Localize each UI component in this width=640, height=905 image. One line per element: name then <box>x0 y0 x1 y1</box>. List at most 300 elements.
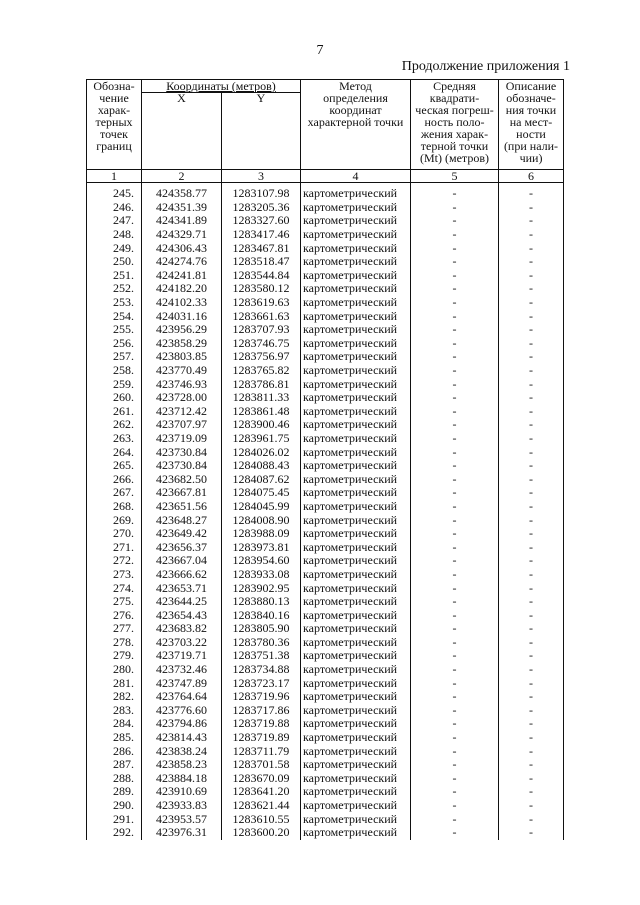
method-cell: картометрический <box>301 241 411 255</box>
method-cell: картометрический <box>301 676 411 690</box>
y-coordinate-cell: 1283756.97 <box>222 350 301 364</box>
x-coordinate-cell: 423953.57 <box>142 812 222 826</box>
error-cell: - <box>411 690 499 704</box>
table-row <box>87 214 564 228</box>
table-row <box>87 772 564 786</box>
table-row <box>87 418 564 432</box>
description-cell: - <box>499 472 564 486</box>
point-number-cell: 257. <box>87 350 142 364</box>
error-cell: - <box>411 744 499 758</box>
description-cell: - <box>499 500 564 514</box>
error-cell: - <box>411 241 499 255</box>
point-number-cell: 254. <box>87 309 142 323</box>
error-cell: - <box>411 649 499 663</box>
point-number-cell: 265. <box>87 459 142 473</box>
y-coordinate-cell: 1283717.86 <box>222 704 301 718</box>
table-row <box>87 826 564 840</box>
description-cell: - <box>499 405 564 419</box>
point-number-cell: 253. <box>87 296 142 310</box>
point-number-cell: 290. <box>87 799 142 813</box>
table-row <box>87 269 564 283</box>
error-cell: - <box>411 568 499 582</box>
method-cell: картометрический <box>301 663 411 677</box>
header-coordinates-label: Координаты (метров) <box>166 79 276 93</box>
error-cell: - <box>411 183 499 201</box>
description-cell: - <box>499 241 564 255</box>
error-cell: - <box>411 758 499 772</box>
x-coordinate-cell: 423976.31 <box>142 826 222 840</box>
table-row <box>87 608 564 622</box>
table-row <box>87 540 564 554</box>
error-cell: - <box>411 622 499 636</box>
method-cell: картометрический <box>301 812 411 826</box>
description-cell: - <box>499 513 564 527</box>
method-cell: картометрический <box>301 282 411 296</box>
table-row <box>87 636 564 650</box>
y-coordinate-cell: 1283327.60 <box>222 214 301 228</box>
y-coordinate-cell: 1283900.46 <box>222 418 301 432</box>
point-number-cell: 273. <box>87 568 142 582</box>
x-coordinate-cell: 423648.27 <box>142 513 222 527</box>
y-coordinate-cell: 1283840.16 <box>222 608 301 622</box>
method-cell: картометрический <box>301 486 411 500</box>
y-coordinate-cell: 1283780.36 <box>222 636 301 650</box>
point-number-cell: 272. <box>87 554 142 568</box>
error-cell: - <box>411 540 499 554</box>
method-cell: картометрический <box>301 581 411 595</box>
error-cell: - <box>411 785 499 799</box>
error-cell: - <box>411 432 499 446</box>
y-coordinate-cell: 1283518.47 <box>222 255 301 269</box>
x-coordinate-cell: 423703.22 <box>142 636 222 650</box>
description-cell: - <box>499 183 564 201</box>
point-number-cell: 275. <box>87 595 142 609</box>
method-cell: картометрический <box>301 785 411 799</box>
point-number-cell: 292. <box>87 826 142 840</box>
error-cell: - <box>411 459 499 473</box>
method-cell: картометрический <box>301 296 411 310</box>
method-cell: картометрический <box>301 309 411 323</box>
point-number-cell: 281. <box>87 676 142 690</box>
header-col-number: 1 <box>87 170 142 183</box>
point-number-cell: 278. <box>87 636 142 650</box>
method-cell: картометрический <box>301 513 411 527</box>
x-coordinate-cell: 424306.43 <box>142 241 222 255</box>
table-row <box>87 337 564 351</box>
method-cell: картометрический <box>301 405 411 419</box>
y-coordinate-cell: 1283786.81 <box>222 377 301 391</box>
x-coordinate-cell: 423653.71 <box>142 581 222 595</box>
table-row <box>87 622 564 636</box>
point-number-cell: 249. <box>87 241 142 255</box>
error-cell: - <box>411 636 499 650</box>
x-coordinate-cell: 424102.33 <box>142 296 222 310</box>
table-row <box>87 581 564 595</box>
description-cell: - <box>499 622 564 636</box>
point-number-cell: 268. <box>87 500 142 514</box>
method-cell: картометрический <box>301 744 411 758</box>
method-cell: картометрический <box>301 337 411 351</box>
method-cell: картометрический <box>301 772 411 786</box>
description-cell: - <box>499 812 564 826</box>
x-coordinate-cell: 423654.43 <box>142 608 222 622</box>
method-cell: картометрический <box>301 364 411 378</box>
x-coordinate-cell: 423682.50 <box>142 472 222 486</box>
description-cell: - <box>499 744 564 758</box>
error-cell: - <box>411 255 499 269</box>
method-cell: картометрический <box>301 432 411 446</box>
y-coordinate-cell: 1284087.62 <box>222 472 301 486</box>
y-coordinate-cell: 1283701.58 <box>222 758 301 772</box>
y-coordinate-cell: 1283933.08 <box>222 568 301 582</box>
method-cell: картометрический <box>301 799 411 813</box>
error-cell: - <box>411 731 499 745</box>
point-number-cell: 260. <box>87 391 142 405</box>
x-coordinate-cell: 423732.46 <box>142 663 222 677</box>
error-cell: - <box>411 608 499 622</box>
table-row <box>87 799 564 813</box>
error-cell: - <box>411 663 499 677</box>
header-col-number: 3 <box>222 170 301 183</box>
x-coordinate-cell: 424182.20 <box>142 282 222 296</box>
error-cell: - <box>411 201 499 215</box>
header-y: Y <box>222 93 301 170</box>
error-cell: - <box>411 704 499 718</box>
header-col-number: 6 <box>499 170 564 183</box>
description-cell: - <box>499 649 564 663</box>
table-row <box>87 812 564 826</box>
table-row <box>87 391 564 405</box>
x-coordinate-cell: 423776.60 <box>142 704 222 718</box>
x-coordinate-cell: 423667.81 <box>142 486 222 500</box>
table-row <box>87 296 564 310</box>
table-row <box>87 595 564 609</box>
y-coordinate-cell: 1283954.60 <box>222 554 301 568</box>
table-row <box>87 513 564 527</box>
error-cell: - <box>411 554 499 568</box>
method-cell: картометрический <box>301 214 411 228</box>
method-cell: картометрический <box>301 183 411 201</box>
x-coordinate-cell: 423770.49 <box>142 364 222 378</box>
y-coordinate-cell: 1283205.36 <box>222 201 301 215</box>
description-cell: - <box>499 309 564 323</box>
description-cell: - <box>499 731 564 745</box>
point-number-cell: 252. <box>87 282 142 296</box>
x-coordinate-cell: 423707.97 <box>142 418 222 432</box>
method-cell: картометрический <box>301 350 411 364</box>
description-cell: - <box>499 826 564 840</box>
point-number-cell: 256. <box>87 337 142 351</box>
error-cell: - <box>411 337 499 351</box>
x-coordinate-cell: 423764.64 <box>142 690 222 704</box>
error-cell: - <box>411 799 499 813</box>
point-number-cell: 271. <box>87 540 142 554</box>
x-coordinate-cell: 423794.86 <box>142 717 222 731</box>
y-coordinate-cell: 1283902.95 <box>222 581 301 595</box>
method-cell: картометрический <box>301 472 411 486</box>
table-row <box>87 364 564 378</box>
error-cell: - <box>411 826 499 840</box>
table-row <box>87 663 564 677</box>
point-number-cell: 285. <box>87 731 142 745</box>
table-row <box>87 255 564 269</box>
method-cell: картометрический <box>301 228 411 242</box>
method-cell: картометрический <box>301 540 411 554</box>
method-cell: картометрический <box>301 527 411 541</box>
point-number-cell: 269. <box>87 513 142 527</box>
table-row <box>87 785 564 799</box>
y-coordinate-cell: 1283719.89 <box>222 731 301 745</box>
table-row <box>87 744 564 758</box>
point-number-cell: 291. <box>87 812 142 826</box>
point-number-cell: 266. <box>87 472 142 486</box>
header-col-number: 5 <box>411 170 499 183</box>
x-coordinate-cell: 423814.43 <box>142 731 222 745</box>
error-cell: - <box>411 350 499 364</box>
method-cell: картометрический <box>301 445 411 459</box>
table-row <box>87 472 564 486</box>
x-coordinate-cell: 424241.81 <box>142 269 222 283</box>
error-cell: - <box>411 391 499 405</box>
error-cell: - <box>411 418 499 432</box>
table-row <box>87 690 564 704</box>
x-coordinate-cell: 423730.84 <box>142 459 222 473</box>
error-cell: - <box>411 377 499 391</box>
x-coordinate-cell: 423730.84 <box>142 445 222 459</box>
point-number-cell: 263. <box>87 432 142 446</box>
method-cell: картометрический <box>301 500 411 514</box>
description-cell: - <box>499 799 564 813</box>
error-cell: - <box>411 500 499 514</box>
description-cell: - <box>499 432 564 446</box>
error-cell: - <box>411 269 499 283</box>
point-number-cell: 251. <box>87 269 142 283</box>
description-cell: - <box>499 391 564 405</box>
y-coordinate-cell: 1283723.17 <box>222 676 301 690</box>
error-cell: - <box>411 581 499 595</box>
error-cell: - <box>411 772 499 786</box>
table-row <box>87 731 564 745</box>
table-row <box>87 350 564 364</box>
error-cell: - <box>411 513 499 527</box>
y-coordinate-cell: 1283988.09 <box>222 527 301 541</box>
method-cell: картометрический <box>301 595 411 609</box>
x-coordinate-cell: 423956.29 <box>142 323 222 337</box>
error-cell: - <box>411 676 499 690</box>
table-row <box>87 554 564 568</box>
error-cell: - <box>411 472 499 486</box>
error-cell: - <box>411 812 499 826</box>
error-cell: - <box>411 296 499 310</box>
description-cell: - <box>499 364 564 378</box>
x-coordinate-cell: 424358.77 <box>142 183 222 201</box>
description-cell: - <box>499 486 564 500</box>
table-row <box>87 704 564 718</box>
description-cell: - <box>499 201 564 215</box>
y-coordinate-cell: 1283711.79 <box>222 744 301 758</box>
description-cell: - <box>499 337 564 351</box>
point-number-cell: 277. <box>87 622 142 636</box>
description-cell: - <box>499 717 564 731</box>
x-coordinate-cell: 423910.69 <box>142 785 222 799</box>
table-row <box>87 377 564 391</box>
description-cell: - <box>499 323 564 337</box>
x-coordinate-cell: 423667.04 <box>142 554 222 568</box>
x-coordinate-cell: 423649.42 <box>142 527 222 541</box>
description-cell: - <box>499 690 564 704</box>
method-cell: картометрический <box>301 636 411 650</box>
table-row <box>87 758 564 772</box>
x-coordinate-cell: 424329.71 <box>142 228 222 242</box>
x-coordinate-cell: 423719.71 <box>142 649 222 663</box>
x-coordinate-cell: 423644.25 <box>142 595 222 609</box>
y-coordinate-cell: 1283600.20 <box>222 826 301 840</box>
description-cell: - <box>499 377 564 391</box>
y-coordinate-cell: 1283544.84 <box>222 269 301 283</box>
description-cell: - <box>499 772 564 786</box>
y-coordinate-cell: 1283751.38 <box>222 649 301 663</box>
description-cell: - <box>499 296 564 310</box>
point-number-cell: 250. <box>87 255 142 269</box>
table-row <box>87 183 564 201</box>
method-cell: картометрический <box>301 568 411 582</box>
error-cell: - <box>411 405 499 419</box>
y-coordinate-cell: 1283580.12 <box>222 282 301 296</box>
appendix-caption: Продолжение приложения 1 <box>401 59 570 74</box>
error-cell: - <box>411 445 499 459</box>
header-col-number: 2 <box>142 170 222 183</box>
table-row <box>87 309 564 323</box>
y-coordinate-cell: 1283467.81 <box>222 241 301 255</box>
point-number-cell: 245. <box>87 183 142 201</box>
error-cell: - <box>411 282 499 296</box>
point-number-cell: 279. <box>87 649 142 663</box>
method-cell: картометрический <box>301 418 411 432</box>
x-coordinate-cell: 424351.39 <box>142 201 222 215</box>
point-number-cell: 248. <box>87 228 142 242</box>
point-number-cell: 286. <box>87 744 142 758</box>
y-coordinate-cell: 1283961.75 <box>222 432 301 446</box>
error-cell: - <box>411 309 499 323</box>
x-coordinate-cell: 423666.62 <box>142 568 222 582</box>
x-coordinate-cell: 423838.24 <box>142 744 222 758</box>
table-row <box>87 282 564 296</box>
description-cell: - <box>499 608 564 622</box>
method-cell: картометрический <box>301 554 411 568</box>
description-cell: - <box>499 228 564 242</box>
table-row <box>87 568 564 582</box>
method-cell: картометрический <box>301 731 411 745</box>
description-cell: - <box>499 581 564 595</box>
point-number-cell: 262. <box>87 418 142 432</box>
method-cell: картометрический <box>301 459 411 473</box>
point-number-cell: 284. <box>87 717 142 731</box>
description-cell: - <box>499 282 564 296</box>
table-row <box>87 459 564 473</box>
x-coordinate-cell: 423858.29 <box>142 337 222 351</box>
method-cell: картометрический <box>301 377 411 391</box>
description-cell: - <box>499 540 564 554</box>
x-coordinate-cell: 423803.85 <box>142 350 222 364</box>
description-cell: - <box>499 459 564 473</box>
description-cell: - <box>499 595 564 609</box>
y-coordinate-cell: 1283719.96 <box>222 690 301 704</box>
point-number-cell: 274. <box>87 581 142 595</box>
x-coordinate-cell: 423656.37 <box>142 540 222 554</box>
point-number-cell: 264. <box>87 445 142 459</box>
y-coordinate-cell: 1284088.43 <box>222 459 301 473</box>
description-cell: - <box>499 527 564 541</box>
method-cell: картометрический <box>301 269 411 283</box>
table-row <box>87 717 564 731</box>
header-col-number: 4 <box>301 170 411 183</box>
description-cell: - <box>499 758 564 772</box>
y-coordinate-cell: 1283107.98 <box>222 183 301 201</box>
point-number-cell: 276. <box>87 608 142 622</box>
point-number-cell: 246. <box>87 201 142 215</box>
table-row <box>87 676 564 690</box>
y-coordinate-cell: 1283719.88 <box>222 717 301 731</box>
point-number-cell: 287. <box>87 758 142 772</box>
table-row <box>87 445 564 459</box>
y-coordinate-cell: 1283973.81 <box>222 540 301 554</box>
x-coordinate-cell: 424341.89 <box>142 214 222 228</box>
description-cell: - <box>499 445 564 459</box>
x-coordinate-cell: 423719.09 <box>142 432 222 446</box>
page-number: 7 <box>316 43 324 58</box>
header-point-description: Описание обозначе- ния точки на мест- ности (при нали- чии) <box>499 80 564 170</box>
y-coordinate-cell: 1283861.48 <box>222 405 301 419</box>
x-coordinate-cell: 424274.76 <box>142 255 222 269</box>
header-x: X <box>142 93 222 170</box>
description-cell: - <box>499 568 564 582</box>
error-cell: - <box>411 717 499 731</box>
y-coordinate-cell: 1284045.99 <box>222 500 301 514</box>
description-cell: - <box>499 255 564 269</box>
x-coordinate-cell: 424031.16 <box>142 309 222 323</box>
table-row <box>87 201 564 215</box>
description-cell: - <box>499 785 564 799</box>
table-row <box>87 486 564 500</box>
method-cell: картометрический <box>301 201 411 215</box>
y-coordinate-cell: 1283805.90 <box>222 622 301 636</box>
method-cell: картометрический <box>301 391 411 405</box>
point-number-cell: 261. <box>87 405 142 419</box>
error-cell: - <box>411 323 499 337</box>
description-cell: - <box>499 676 564 690</box>
x-coordinate-cell: 423712.42 <box>142 405 222 419</box>
boundary-points-table <box>86 79 564 840</box>
y-coordinate-cell: 1283765.82 <box>222 364 301 378</box>
point-number-cell: 288. <box>87 772 142 786</box>
x-coordinate-cell: 423651.56 <box>142 500 222 514</box>
method-cell: картометрический <box>301 758 411 772</box>
y-coordinate-cell: 1283811.33 <box>222 391 301 405</box>
description-cell: - <box>499 214 564 228</box>
point-number-cell: 258. <box>87 364 142 378</box>
point-number-cell: 282. <box>87 690 142 704</box>
x-coordinate-cell: 423884.18 <box>142 772 222 786</box>
point-number-cell: 280. <box>87 663 142 677</box>
method-cell: картометрический <box>301 690 411 704</box>
description-cell: - <box>499 418 564 432</box>
method-cell: картометрический <box>301 717 411 731</box>
y-coordinate-cell: 1283880.13 <box>222 595 301 609</box>
description-cell: - <box>499 269 564 283</box>
method-cell: картометрический <box>301 622 411 636</box>
y-coordinate-cell: 1284026.02 <box>222 445 301 459</box>
header-point-designation: Обозна- чение харак- терных точек границ <box>87 80 142 170</box>
